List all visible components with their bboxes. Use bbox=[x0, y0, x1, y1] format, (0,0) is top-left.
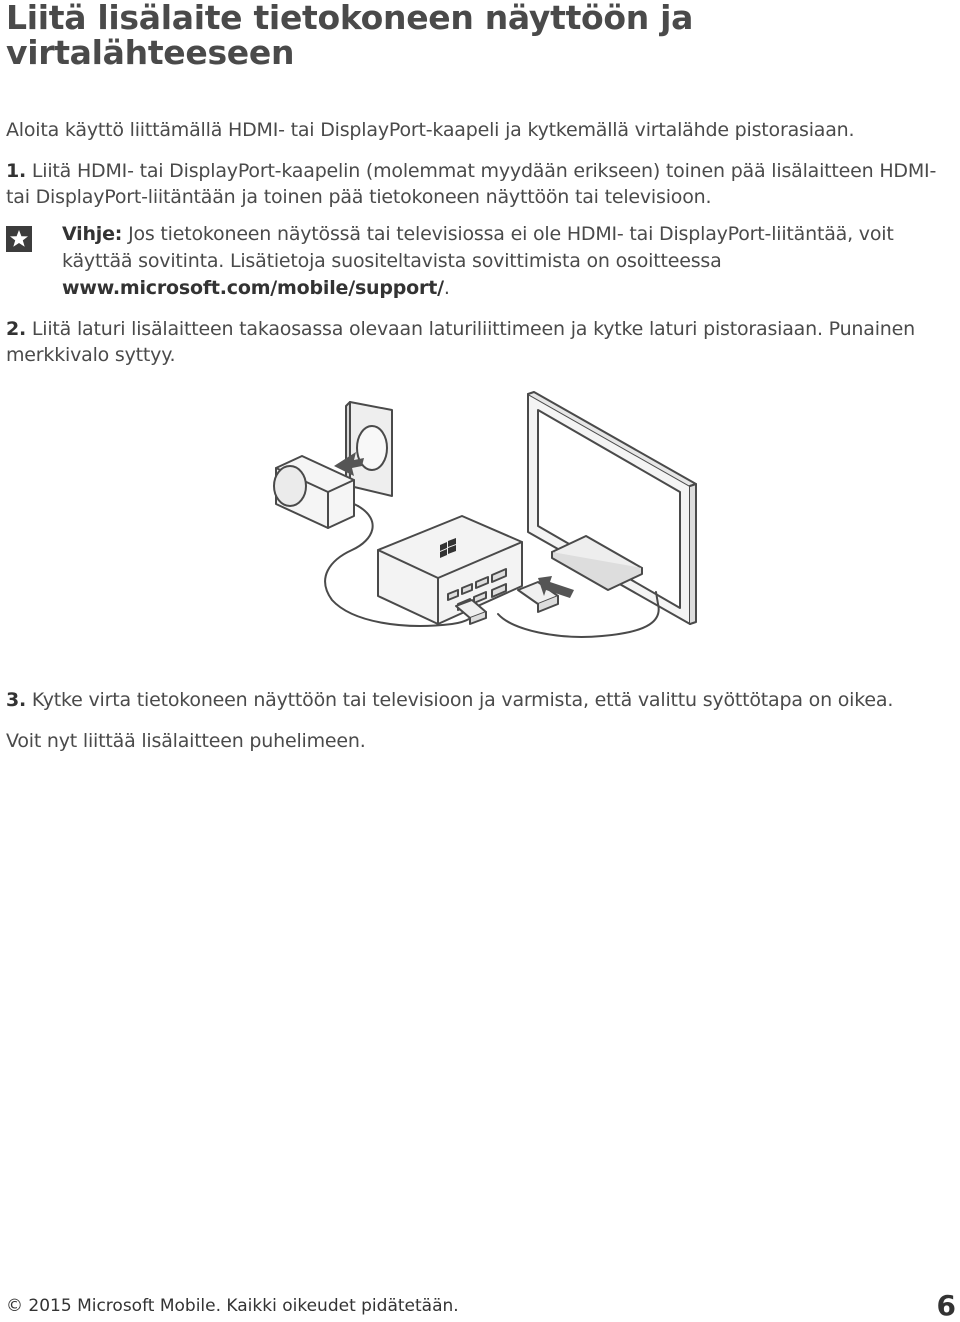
support-link[interactable]: www.microsoft.com/mobile/support/ bbox=[62, 277, 444, 299]
step-3 bbox=[6, 687, 956, 713]
step-1-number: 1. bbox=[6, 160, 27, 182]
step-2-number: 2. bbox=[6, 318, 27, 340]
step-2-text: Liitä laturi lisälaitteen takaosassa olevaan laturiliittimeen ja kytke laturi pistorasiaan. Punainen merkkivalo syttyy. bbox=[6, 318, 915, 366]
star-icon bbox=[6, 226, 32, 252]
page-number: 6 bbox=[936, 1289, 956, 1322]
tip-label: Vihje: bbox=[62, 223, 123, 245]
step-3-text: Kytke virta tietokoneen näyttöön tai televisioon ja varmista, että valittu syöttötapa on oikea. bbox=[31, 689, 894, 711]
copyright: © 2015 Microsoft Mobile. Kaikki oikeudet pidätetään. bbox=[6, 1296, 459, 1316]
step-1-text: Liitä HDMI- tai DisplayPort-kaapelin (molemmat myydään erikseen) toinen pää lisälaitteen HDMI- tai DisplayPort-liitäntään ja toinen pää tietokoneen näyttöön tai televisioon. bbox=[6, 160, 937, 208]
display-dock bbox=[378, 516, 522, 624]
step-1 bbox=[6, 158, 956, 210]
tip-block bbox=[62, 221, 952, 302]
step-3-number: 3. bbox=[6, 689, 27, 711]
step-2 bbox=[6, 316, 956, 368]
page-title: Liitä lisälaite tietokoneen näyttöön ja virtalähteeseen bbox=[6, 0, 694, 72]
tip-text: Jos tietokoneen näytössä tai televisiossa ei ole HDMI- tai DisplayPort-liitäntää, voit käyttää sovitinta. Lisätietoja suositeltavista sovittimista on osoitteessa bbox=[62, 223, 894, 272]
intro-text: Aloita käyttö liittämällä HDMI- tai DisplayPort-kaapeli ja kytkemällä virtalähde pistorasiaan. bbox=[6, 119, 855, 141]
connection-illustration bbox=[262, 390, 698, 662]
final-text: Voit nyt liittää lisälaitteen puhelimeen. bbox=[6, 730, 366, 752]
tip-end: . bbox=[443, 277, 450, 299]
